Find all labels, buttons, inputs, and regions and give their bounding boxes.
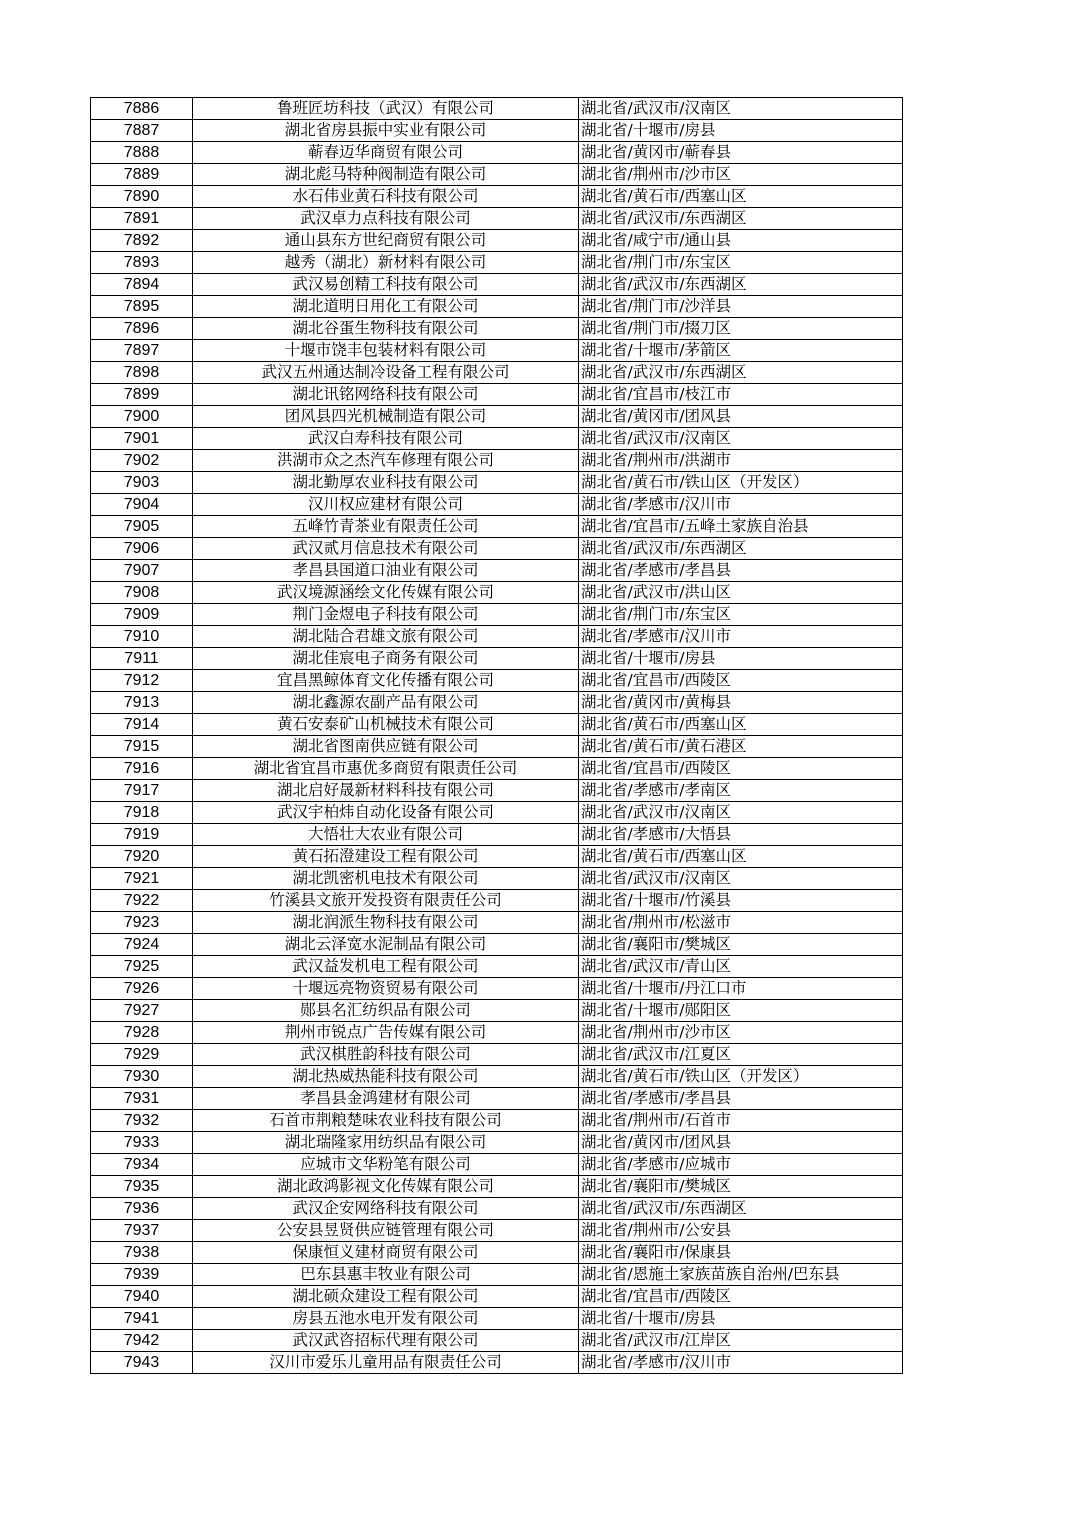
- table-row: [91, 780, 903, 802]
- company-name-cell: 湖北鑫源农副产品有限公司: [193, 692, 579, 714]
- table-row: [91, 1066, 903, 1088]
- company-name-cell: 宜昌黑鲸体育文化传播有限公司: [193, 670, 579, 692]
- table-row: [91, 120, 903, 142]
- company-name-cell: 武汉企安网络科技有限公司: [193, 1198, 579, 1220]
- table-row: [91, 296, 903, 318]
- row-number-cell: 7913: [91, 692, 193, 714]
- row-number-cell: 7899: [91, 384, 193, 406]
- row-number-cell: 7922: [91, 890, 193, 912]
- table-row: [91, 340, 903, 362]
- company-name-cell: 竹溪县文旅开发投资有限责任公司: [193, 890, 579, 912]
- company-name-cell: 鲁班匠坊科技（武汉）有限公司: [193, 98, 579, 120]
- region-cell: 湖北省/十堰市/房县: [579, 648, 903, 670]
- row-number-cell: 7939: [91, 1264, 193, 1286]
- table-row: [91, 1286, 903, 1308]
- table-row: [91, 758, 903, 780]
- region-cell: 湖北省/十堰市/房县: [579, 1308, 903, 1330]
- company-name-cell: 武汉益发机电工程有限公司: [193, 956, 579, 978]
- company-name-cell: 荆门金煜电子科技有限公司: [193, 604, 579, 626]
- table-row: [91, 1220, 903, 1242]
- region-cell: 湖北省/荆州市/松滋市: [579, 912, 903, 934]
- region-cell: 湖北省/武汉市/汉南区: [579, 98, 903, 120]
- row-number-cell: 7930: [91, 1066, 193, 1088]
- row-number-cell: 7905: [91, 516, 193, 538]
- row-number-cell: 7932: [91, 1110, 193, 1132]
- company-table: [90, 97, 903, 1374]
- table-row: [91, 98, 903, 120]
- region-cell: 湖北省/荆门市/东宝区: [579, 604, 903, 626]
- table-row: [91, 472, 903, 494]
- row-number-cell: 7942: [91, 1330, 193, 1352]
- region-cell: 湖北省/武汉市/东西湖区: [579, 538, 903, 560]
- company-table-body: [91, 98, 903, 1374]
- company-name-cell: 郧县名汇纺织品有限公司: [193, 1000, 579, 1022]
- company-name-cell: 湖北凯密机电技术有限公司: [193, 868, 579, 890]
- region-cell: 湖北省/十堰市/茅箭区: [579, 340, 903, 362]
- region-cell: 湖北省/宜昌市/西陵区: [579, 670, 903, 692]
- region-cell: 湖北省/武汉市/东西湖区: [579, 274, 903, 296]
- company-name-cell: 黄石安泰矿山机械技术有限公司: [193, 714, 579, 736]
- table-row: [91, 516, 903, 538]
- region-cell: 湖北省/荆门市/沙洋县: [579, 296, 903, 318]
- company-name-cell: 洪湖市众之杰汽车修理有限公司: [193, 450, 579, 472]
- table-row: [91, 164, 903, 186]
- region-cell: 湖北省/武汉市/汉南区: [579, 802, 903, 824]
- table-row: [91, 824, 903, 846]
- company-name-cell: 湖北勤厚农业科技有限公司: [193, 472, 579, 494]
- company-name-cell: 武汉贰月信息技术有限公司: [193, 538, 579, 560]
- table-row: [91, 890, 903, 912]
- row-number-cell: 7927: [91, 1000, 193, 1022]
- company-name-cell: 水石伟业黄石科技有限公司: [193, 186, 579, 208]
- region-cell: 湖北省/武汉市/汉南区: [579, 868, 903, 890]
- region-cell: 湖北省/孝感市/汉川市: [579, 494, 903, 516]
- table-row: [91, 1132, 903, 1154]
- row-number-cell: 7920: [91, 846, 193, 868]
- row-number-cell: 7895: [91, 296, 193, 318]
- region-cell: 湖北省/武汉市/洪山区: [579, 582, 903, 604]
- table-row: [91, 1044, 903, 1066]
- region-cell: 湖北省/荆州市/沙市区: [579, 164, 903, 186]
- region-cell: 湖北省/黄石市/西塞山区: [579, 714, 903, 736]
- row-number-cell: 7901: [91, 428, 193, 450]
- region-cell: 湖北省/荆州市/沙市区: [579, 1022, 903, 1044]
- table-row: [91, 1088, 903, 1110]
- row-number-cell: 7898: [91, 362, 193, 384]
- company-name-cell: 公安县昱贤供应链管理有限公司: [193, 1220, 579, 1242]
- table-row: [91, 978, 903, 1000]
- table-row: [91, 1352, 903, 1374]
- row-number-cell: 7931: [91, 1088, 193, 1110]
- company-name-cell: 湖北瑞隆家用纺织品有限公司: [193, 1132, 579, 1154]
- row-number-cell: 7941: [91, 1308, 193, 1330]
- table-row: [91, 934, 903, 956]
- table-row: [91, 186, 903, 208]
- company-name-cell: 湖北彪马特种阀制造有限公司: [193, 164, 579, 186]
- table-row: [91, 868, 903, 890]
- table-row: [91, 1176, 903, 1198]
- region-cell: 湖北省/孝感市/孝昌县: [579, 1088, 903, 1110]
- company-name-cell: 五峰竹青茶业有限责任公司: [193, 516, 579, 538]
- company-name-cell: 汉川权应建材有限公司: [193, 494, 579, 516]
- company-name-cell: 汉川市爱乐儿童用品有限责任公司: [193, 1352, 579, 1374]
- row-number-cell: 7938: [91, 1242, 193, 1264]
- region-cell: 湖北省/黄石市/西塞山区: [579, 186, 903, 208]
- row-number-cell: 7888: [91, 142, 193, 164]
- row-number-cell: 7890: [91, 186, 193, 208]
- region-cell: 湖北省/十堰市/竹溪县: [579, 890, 903, 912]
- table-row: [91, 912, 903, 934]
- region-cell: 湖北省/孝感市/孝昌县: [579, 560, 903, 582]
- region-cell: 湖北省/黄石市/西塞山区: [579, 846, 903, 868]
- company-name-cell: 孝昌县金鸿建材有限公司: [193, 1088, 579, 1110]
- region-cell: 湖北省/恩施土家族苗族自治州/巴东县: [579, 1264, 903, 1286]
- row-number-cell: 7900: [91, 406, 193, 428]
- row-number-cell: 7892: [91, 230, 193, 252]
- table-row: [91, 1264, 903, 1286]
- region-cell: 湖北省/荆门市/东宝区: [579, 252, 903, 274]
- table-row: [91, 692, 903, 714]
- row-number-cell: 7887: [91, 120, 193, 142]
- company-name-cell: 武汉境源涵绘文化传媒有限公司: [193, 582, 579, 604]
- company-name-cell: 通山县东方世纪商贸有限公司: [193, 230, 579, 252]
- table-row: [91, 142, 903, 164]
- table-row: [91, 670, 903, 692]
- row-number-cell: 7896: [91, 318, 193, 340]
- region-cell: 湖北省/黄石市/铁山区（开发区）: [579, 1066, 903, 1088]
- table-row: [91, 648, 903, 670]
- table-row: [91, 1198, 903, 1220]
- region-cell: 湖北省/孝感市/应城市: [579, 1154, 903, 1176]
- row-number-cell: 7919: [91, 824, 193, 846]
- table-row: [91, 538, 903, 560]
- company-name-cell: 保康恒义建材商贸有限公司: [193, 1242, 579, 1264]
- row-number-cell: 7893: [91, 252, 193, 274]
- row-number-cell: 7935: [91, 1176, 193, 1198]
- region-cell: 湖北省/武汉市/东西湖区: [579, 1198, 903, 1220]
- row-number-cell: 7912: [91, 670, 193, 692]
- row-number-cell: 7909: [91, 604, 193, 626]
- row-number-cell: 7886: [91, 98, 193, 120]
- company-name-cell: 武汉白寿科技有限公司: [193, 428, 579, 450]
- row-number-cell: 7903: [91, 472, 193, 494]
- company-name-cell: 武汉棋胜韵科技有限公司: [193, 1044, 579, 1066]
- region-cell: 湖北省/孝感市/汉川市: [579, 626, 903, 648]
- table-row: [91, 1308, 903, 1330]
- table-row: [91, 560, 903, 582]
- table-row: [91, 1000, 903, 1022]
- company-name-cell: 十堰市饶丰包装材料有限公司: [193, 340, 579, 362]
- table-row: [91, 1242, 903, 1264]
- company-name-cell: 大悟壮大农业有限公司: [193, 824, 579, 846]
- region-cell: 湖北省/咸宁市/通山县: [579, 230, 903, 252]
- region-cell: 湖北省/宜昌市/五峰土家族自治县: [579, 516, 903, 538]
- region-cell: 湖北省/武汉市/汉南区: [579, 428, 903, 450]
- region-cell: 湖北省/孝感市/大悟县: [579, 824, 903, 846]
- region-cell: 湖北省/武汉市/青山区: [579, 956, 903, 978]
- region-cell: 湖北省/荆州市/石首市: [579, 1110, 903, 1132]
- row-number-cell: 7929: [91, 1044, 193, 1066]
- company-name-cell: 荆州市锐点广告传媒有限公司: [193, 1022, 579, 1044]
- region-cell: 湖北省/黄石市/黄石港区: [579, 736, 903, 758]
- row-number-cell: 7891: [91, 208, 193, 230]
- table-row: [91, 428, 903, 450]
- row-number-cell: 7917: [91, 780, 193, 802]
- region-cell: 湖北省/荆州市/公安县: [579, 1220, 903, 1242]
- company-name-cell: 应城市文华粉笔有限公司: [193, 1154, 579, 1176]
- company-name-cell: 湖北省宜昌市惠优多商贸有限责任公司: [193, 758, 579, 780]
- region-cell: 湖北省/荆州市/洪湖市: [579, 450, 903, 472]
- company-name-cell: 黄石拓澄建设工程有限公司: [193, 846, 579, 868]
- table-row: [91, 406, 903, 428]
- company-name-cell: 武汉武咨招标代理有限公司: [193, 1330, 579, 1352]
- company-name-cell: 蕲春迈华商贸有限公司: [193, 142, 579, 164]
- company-name-cell: 武汉宇柏炜自动化设备有限公司: [193, 802, 579, 824]
- row-number-cell: 7925: [91, 956, 193, 978]
- region-cell: 湖北省/黄冈市/蕲春县: [579, 142, 903, 164]
- row-number-cell: 7908: [91, 582, 193, 604]
- table-row: [91, 274, 903, 296]
- table-row: [91, 450, 903, 472]
- company-name-cell: 湖北佳宸电子商务有限公司: [193, 648, 579, 670]
- row-number-cell: 7904: [91, 494, 193, 516]
- row-number-cell: 7928: [91, 1022, 193, 1044]
- row-number-cell: 7937: [91, 1220, 193, 1242]
- company-name-cell: 石首市荆粮楚味农业科技有限公司: [193, 1110, 579, 1132]
- table-row: [91, 1154, 903, 1176]
- row-number-cell: 7906: [91, 538, 193, 560]
- row-number-cell: 7894: [91, 274, 193, 296]
- region-cell: 湖北省/襄阳市/樊城区: [579, 1176, 903, 1198]
- row-number-cell: 7911: [91, 648, 193, 670]
- row-number-cell: 7933: [91, 1132, 193, 1154]
- table-row: [91, 582, 903, 604]
- table-row: [91, 208, 903, 230]
- row-number-cell: 7921: [91, 868, 193, 890]
- row-number-cell: 7916: [91, 758, 193, 780]
- company-name-cell: 湖北云泽宽水泥制品有限公司: [193, 934, 579, 956]
- region-cell: 湖北省/襄阳市/樊城区: [579, 934, 903, 956]
- region-cell: 湖北省/黄冈市/团风县: [579, 406, 903, 428]
- row-number-cell: 7940: [91, 1286, 193, 1308]
- region-cell: 湖北省/十堰市/丹江口市: [579, 978, 903, 1000]
- table-row: [91, 318, 903, 340]
- region-cell: 湖北省/武汉市/东西湖区: [579, 208, 903, 230]
- company-name-cell: 湖北硕众建设工程有限公司: [193, 1286, 579, 1308]
- region-cell: 湖北省/武汉市/东西湖区: [579, 362, 903, 384]
- row-number-cell: 7910: [91, 626, 193, 648]
- company-name-cell: 武汉卓力点科技有限公司: [193, 208, 579, 230]
- row-number-cell: 7923: [91, 912, 193, 934]
- company-name-cell: 湖北省房县振中实业有限公司: [193, 120, 579, 142]
- row-number-cell: 7926: [91, 978, 193, 1000]
- table-row: [91, 802, 903, 824]
- company-name-cell: 湖北讯铭网络科技有限公司: [193, 384, 579, 406]
- company-name-cell: 湖北省图南供应链有限公司: [193, 736, 579, 758]
- company-name-cell: 十堰远亮物资贸易有限公司: [193, 978, 579, 1000]
- table-row: [91, 714, 903, 736]
- company-name-cell: 武汉易创精工科技有限公司: [193, 274, 579, 296]
- table-row: [91, 362, 903, 384]
- region-cell: 湖北省/孝感市/孝南区: [579, 780, 903, 802]
- region-cell: 湖北省/黄冈市/黄梅县: [579, 692, 903, 714]
- region-cell: 湖北省/宜昌市/西陵区: [579, 758, 903, 780]
- region-cell: 湖北省/孝感市/汉川市: [579, 1352, 903, 1374]
- row-number-cell: 7918: [91, 802, 193, 824]
- table-row: [91, 1330, 903, 1352]
- table-row: [91, 1022, 903, 1044]
- company-name-cell: 湖北谷蛋生物科技有限公司: [193, 318, 579, 340]
- row-number-cell: 7902: [91, 450, 193, 472]
- table-row: [91, 604, 903, 626]
- row-number-cell: 7934: [91, 1154, 193, 1176]
- company-name-cell: 武汉五州通达制冷设备工程有限公司: [193, 362, 579, 384]
- row-number-cell: 7943: [91, 1352, 193, 1374]
- region-cell: 湖北省/十堰市/郧阳区: [579, 1000, 903, 1022]
- company-name-cell: 巴东县惠丰牧业有限公司: [193, 1264, 579, 1286]
- table-row: [91, 846, 903, 868]
- company-name-cell: 孝昌县国道口油业有限公司: [193, 560, 579, 582]
- company-name-cell: 湖北陆合君雄文旅有限公司: [193, 626, 579, 648]
- row-number-cell: 7924: [91, 934, 193, 956]
- row-number-cell: 7914: [91, 714, 193, 736]
- row-number-cell: 7936: [91, 1198, 193, 1220]
- company-name-cell: 房县五池水电开发有限公司: [193, 1308, 579, 1330]
- table-row: [91, 230, 903, 252]
- row-number-cell: 7915: [91, 736, 193, 758]
- table-row: [91, 956, 903, 978]
- row-number-cell: 7889: [91, 164, 193, 186]
- region-cell: 湖北省/宜昌市/西陵区: [579, 1286, 903, 1308]
- row-number-cell: 7897: [91, 340, 193, 362]
- company-name-cell: 湖北政鸿影视文化传媒有限公司: [193, 1176, 579, 1198]
- row-number-cell: 7907: [91, 560, 193, 582]
- region-cell: 湖北省/武汉市/江岸区: [579, 1330, 903, 1352]
- company-name-cell: 湖北启好晟新材料科技有限公司: [193, 780, 579, 802]
- region-cell: 湖北省/黄冈市/团风县: [579, 1132, 903, 1154]
- company-name-cell: 湖北润派生物科技有限公司: [193, 912, 579, 934]
- region-cell: 湖北省/荆门市/掇刀区: [579, 318, 903, 340]
- region-cell: 湖北省/十堰市/房县: [579, 120, 903, 142]
- table-row: [91, 626, 903, 648]
- company-name-cell: 团风县四光机械制造有限公司: [193, 406, 579, 428]
- company-name-cell: 湖北热威热能科技有限公司: [193, 1066, 579, 1088]
- table-row: [91, 494, 903, 516]
- company-name-cell: 湖北道明日用化工有限公司: [193, 296, 579, 318]
- region-cell: 湖北省/宜昌市/枝江市: [579, 384, 903, 406]
- region-cell: 湖北省/黄石市/铁山区（开发区）: [579, 472, 903, 494]
- company-name-cell: 越秀（湖北）新材料有限公司: [193, 252, 579, 274]
- table-row: [91, 736, 903, 758]
- region-cell: 湖北省/武汉市/江夏区: [579, 1044, 903, 1066]
- region-cell: 湖北省/襄阳市/保康县: [579, 1242, 903, 1264]
- table-row: [91, 1110, 903, 1132]
- table-row: [91, 252, 903, 274]
- table-row: [91, 384, 903, 406]
